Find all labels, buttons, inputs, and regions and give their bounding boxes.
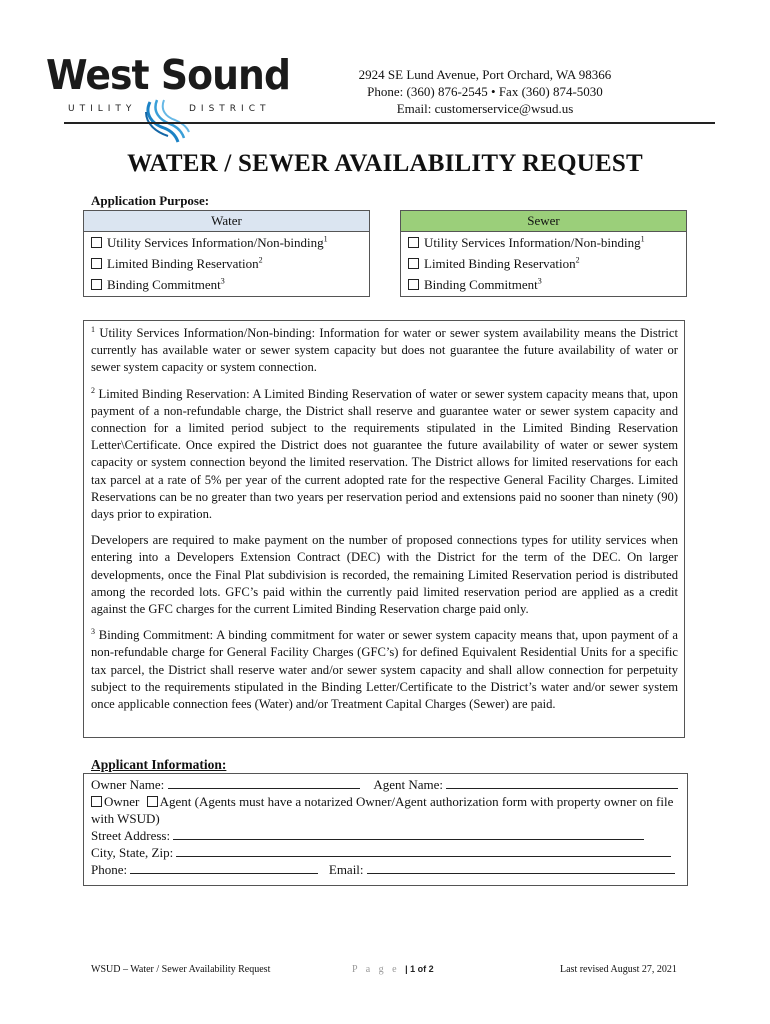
checkbox[interactable] (408, 237, 419, 248)
water-option-info[interactable]: Utility Services Information/Non-binding$^1$ (84, 232, 369, 253)
checkbox[interactable] (91, 258, 102, 269)
checkbox[interactable] (408, 258, 419, 269)
email-field[interactable] (367, 861, 675, 874)
applicant-info-label: Applicant Information: (91, 757, 227, 772)
footer-doc-name: WSUD – Water / Sewer Availability Request (91, 964, 271, 975)
street-address-label: Street Address: (91, 828, 171, 843)
sewer-option-limited[interactable]: Limited Binding Reservation$^2$ (401, 253, 686, 274)
street-row (91, 827, 680, 844)
sewer-header: Sewer (401, 211, 686, 232)
wsud-logo (46, 51, 291, 142)
contact-email[interactable]: Email: customerservice@wsud.us (396, 101, 574, 116)
name-row (91, 776, 680, 793)
phone-label: Phone: (91, 862, 128, 877)
logo-sub-utility: UTILITY (68, 104, 137, 114)
water-option-commitment[interactable]: Binding Commitment$^3$ (84, 274, 369, 295)
sewer-option-info[interactable]: Utility Services Information/Non-binding$^1$ (401, 232, 686, 253)
owner-name-field[interactable] (168, 776, 360, 789)
footnote-3: $^3$ Binding Commitment: A binding commitment for water or sewer system capacity means that, upon payment of a non-refundable charge for General Facility Charges (GFC’s) for defined Equivalent Residential Units for a specific tax parcel, the District shall reserve water and/or sewer system capacity and shall allow connection for perpetuity subject to the requirements stipulated in the Binding Letter/Certificate to the District’s water and/or sewer system once applicable connection fees (Water) and/or Treatment Capital Charges (Sewer) are paid. (91, 627, 678, 712)
definitions-box (83, 320, 685, 738)
checkbox[interactable] (408, 279, 419, 290)
logo-sub-district: DISTRICT (189, 104, 271, 114)
water-option-limited[interactable]: Limited Binding Reservation$^2$ (84, 253, 369, 274)
footer-page-number: P a g e | 1 of 2 (352, 964, 434, 975)
sewer-option-commitment[interactable]: Binding Commitment$^3$ (401, 274, 686, 295)
checkbox[interactable] (91, 237, 102, 248)
developers-paragraph: Developers are required to make payment on the number of proposed connections types for utility services when entering into a Developers Extension Contract (DEC) with the District for the term of the DEC. On larger developments, once the Final Plat subdivision is recorded, the remaining Limited Reservation period is distributed among the recorded lots. GFC’s paid within the currently paid limited reservation period are applied as a credit against the GFC charges for the current Limited Binding Reservation charge paid only. (91, 533, 678, 617)
city-state-zip-label: City, State, Zip: (91, 845, 174, 860)
city-row (91, 844, 680, 861)
checkbox[interactable] (91, 279, 102, 290)
phone-email-row (91, 861, 680, 878)
owner-name-label: Owner Name: (91, 777, 165, 792)
role-row: Owner Agent (Agents must have a notarized Owner/Agent authorization form with property owner on file with WSUD) (91, 794, 674, 826)
page-title: WATER / SEWER AVAILABILITY REQUEST (127, 150, 643, 177)
footnote-2: $^2$ Limited Binding Reservation: A Limited Binding Reservation of water or sewer system capacity means that, upon payment of a non-refundable charge, the District shall reserve and guarantee water or sewer system capacity and connection for a limited period subject to the requirements stipulated in the Limited Binding Reservation Letter\Certificate. Once expired the District does not guarantee the future availability of water or sewer system capacity or system connection beyond the limited reservation. The District allows for limited reservations for each tax parcel at a rate of 5% per year of the current adopted rate for the respective General Facility Charges. Limited Reservations can be no greater than two years per reservation period and extensions paid no sooner than ninety (90) days prior to expiration. (91, 385, 678, 522)
sewer-options-box (400, 210, 687, 297)
phone-fax: Phone: (360) 876-2545 • Fax (360) 874-5030 (367, 84, 603, 99)
logo-wordmark: West Sound (46, 51, 291, 99)
header-divider (64, 122, 715, 124)
water-header: Water (84, 211, 369, 232)
city-state-zip-field[interactable] (176, 844, 671, 857)
footer-revised-date: Last revised August 27, 2021 (560, 964, 677, 975)
owner-checkbox[interactable] (91, 796, 102, 807)
agent-name-field[interactable] (446, 776, 678, 789)
agent-checkbox[interactable] (147, 796, 158, 807)
water-options-box (83, 210, 370, 297)
agent-name-label: Agent Name: (373, 777, 443, 792)
contact-block (330, 66, 640, 117)
footnote-1: $^1$ Utility Services Information/Non-binding: Information for water or sewer system availability means the District currently has available water or sewer system capacity but does not guarantee the future availability of water or sewer system capacity or system connection. (91, 324, 679, 375)
email-label: Email: (328, 862, 364, 877)
applicant-info-box (83, 773, 688, 886)
application-purpose-label: Application Purpose: (91, 193, 210, 208)
street-address-field[interactable] (173, 827, 644, 840)
phone-field[interactable] (130, 861, 318, 874)
water-wave-icon (142, 98, 192, 144)
street-address: 2924 SE Lund Avenue, Port Orchard, WA 98366 (358, 67, 612, 82)
